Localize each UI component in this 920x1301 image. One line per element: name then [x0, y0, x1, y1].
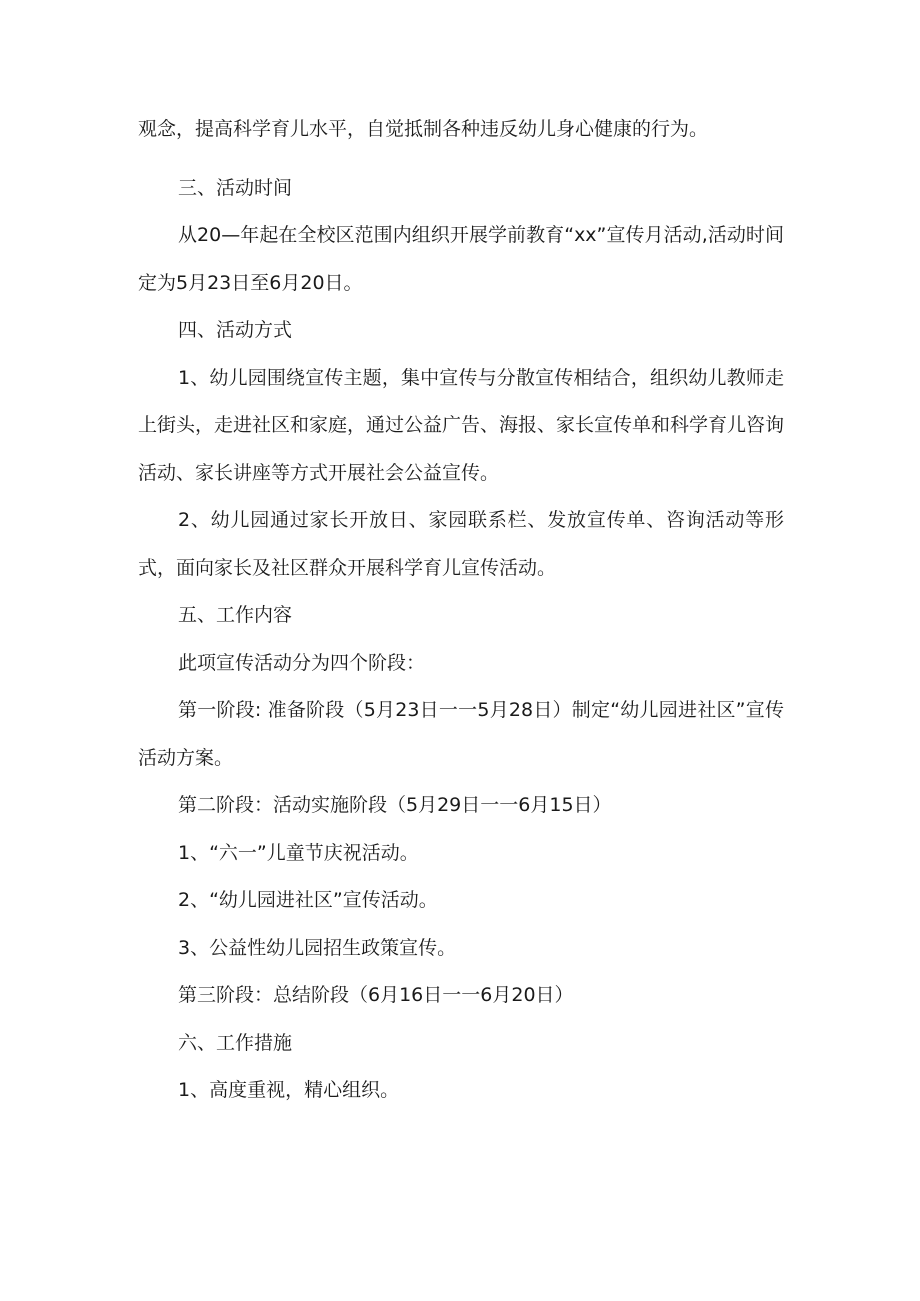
paragraph-stage-3: 第三阶段：总结阶段（6月16日一一6月20日） [178, 984, 574, 1006]
document-body [138, 106, 784, 1115]
paragraph-stage-1: 第一阶段: 准备阶段（5月23日一一5月28日）制定“幼儿园进社区”宣传活动方案。 [138, 699, 784, 769]
section-heading-activity-method: 四、活动方式 [178, 319, 293, 341]
section-heading-work-measures: 六、工作措施 [178, 1031, 293, 1054]
paragraph-activity-time: 从20—年起在全校区范围内组织开展学前教育“xx”宣传月活动,活动时间定为5月23日至6月20日。 [138, 224, 784, 294]
paragraph-method-1: 1、幼儿园围绕宣传主题，集中宣传与分散宣传相结合，组织幼儿教师走上街头，走进社区和家庭，通过公益广告、海报、家长宣传单和科学育儿咨询活动、家长讲座等方式开展社会公益宣传。 [138, 366, 785, 484]
paragraph-stages-intro: 此项宣传活动分为四个阶段： [178, 651, 426, 674]
section-heading-work-content: 五、工作内容 [178, 604, 293, 626]
section-heading-activity-time: 三、活动时间 [178, 176, 293, 199]
paragraph-method-2: 2、幼儿园通过家长开放日、家园联系栏、发放宣传单、咨询活动等形式，面向家长及社区群众开展科学育儿宣传活动。 [138, 509, 784, 579]
list-item-stage-2-1: 1、“六一”儿童节庆祝活动。 [178, 841, 419, 864]
list-item-stage-2-2: 2、“幼儿园进社区”宣传活动。 [178, 889, 438, 911]
paragraph-continuation: 观念，提高科学育儿水平，自觉抵制各种违反幼儿身心健康的行为。 [138, 118, 709, 140]
paragraph-stage-2: 第二阶段：活动实施阶段（5月29日一一6月15日） [178, 794, 612, 816]
list-item-stage-2-3: 3、公益性幼儿园招生政策宣传。 [178, 936, 457, 959]
paragraph-measure-1: 1、高度重视，精心组织。 [178, 1079, 400, 1101]
